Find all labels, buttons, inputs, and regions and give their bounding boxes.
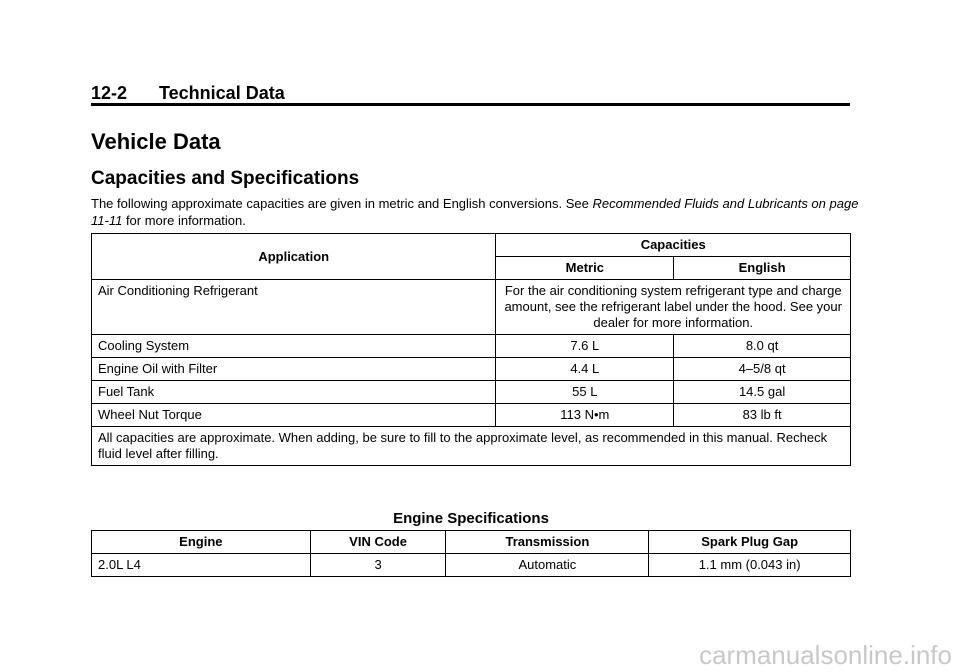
header-rule [91, 103, 850, 106]
table-header-row [92, 531, 851, 554]
page-number: 12-2 [91, 83, 128, 103]
metric-cell: 55 L [496, 381, 674, 404]
application-cell: Cooling System [92, 335, 496, 358]
col-application: Application [92, 234, 496, 280]
table-row [92, 335, 851, 358]
engine-cell: 2.0L L4 [92, 554, 311, 577]
capacities-table [91, 233, 851, 466]
metric-cell: 4.4 L [496, 358, 674, 381]
english-cell: 4–5/8 qt [674, 358, 851, 381]
intro-text: The following approximate capacities are given in metric and English conversions. See [91, 196, 593, 211]
table-row [92, 554, 851, 577]
table-footnote-row [92, 427, 851, 466]
col-metric: Metric [496, 257, 674, 280]
col-capacities: Capacities [496, 234, 851, 257]
table-row [92, 404, 851, 427]
fluids-reference-link[interactable]: Recommended Fluids and Lubricants on page 11-11 [91, 196, 859, 228]
table-row [92, 381, 851, 404]
engine-specs-title: Engine Specifications [393, 510, 549, 527]
table-row [92, 358, 851, 381]
application-cell: Fuel Tank [92, 381, 496, 404]
vin-cell: 3 [310, 554, 446, 577]
spark-plug-gap-cell: 1.1 mm (0.043 in) [649, 554, 851, 577]
intro-paragraph [91, 195, 861, 229]
application-cell: Engine Oil with Filter [92, 358, 496, 381]
english-cell: 8.0 qt [674, 335, 851, 358]
refrigerant-note-cell: For the air conditioning system refrigerant type and charge amount, see the refrigerant label under the hood. See your dealer for more information. [496, 280, 851, 335]
table-row [92, 280, 851, 335]
col-vin-code: VIN Code [310, 531, 446, 554]
engine-specs-table [91, 530, 851, 577]
application-cell: Air Conditioning Refrigerant [92, 280, 496, 335]
section-heading: Capacities and Specifications [91, 168, 360, 189]
table-header-row [92, 234, 851, 257]
intro-text-end: for more information. [122, 213, 246, 228]
transmission-cell: Automatic [446, 554, 649, 577]
watermark: carmanualsonline.info [699, 640, 952, 670]
page-header [91, 82, 850, 104]
metric-cell: 113 N•m [496, 404, 674, 427]
col-engine: Engine [92, 531, 311, 554]
page-title: Vehicle Data [91, 129, 221, 154]
application-cell: Wheel Nut Torque [92, 404, 496, 427]
section-title: Technical Data [159, 83, 285, 103]
col-transmission: Transmission [446, 531, 649, 554]
col-spark-plug-gap: Spark Plug Gap [649, 531, 851, 554]
metric-cell: 7.6 L [496, 335, 674, 358]
english-cell: 14.5 gal [674, 381, 851, 404]
english-cell: 83 lb ft [674, 404, 851, 427]
col-english: English [674, 257, 851, 280]
table-footnote: All capacities are approximate. When adding, be sure to fill to the approximate level, as recommended in this manual. Recheck fluid level after filling. [92, 427, 851, 466]
